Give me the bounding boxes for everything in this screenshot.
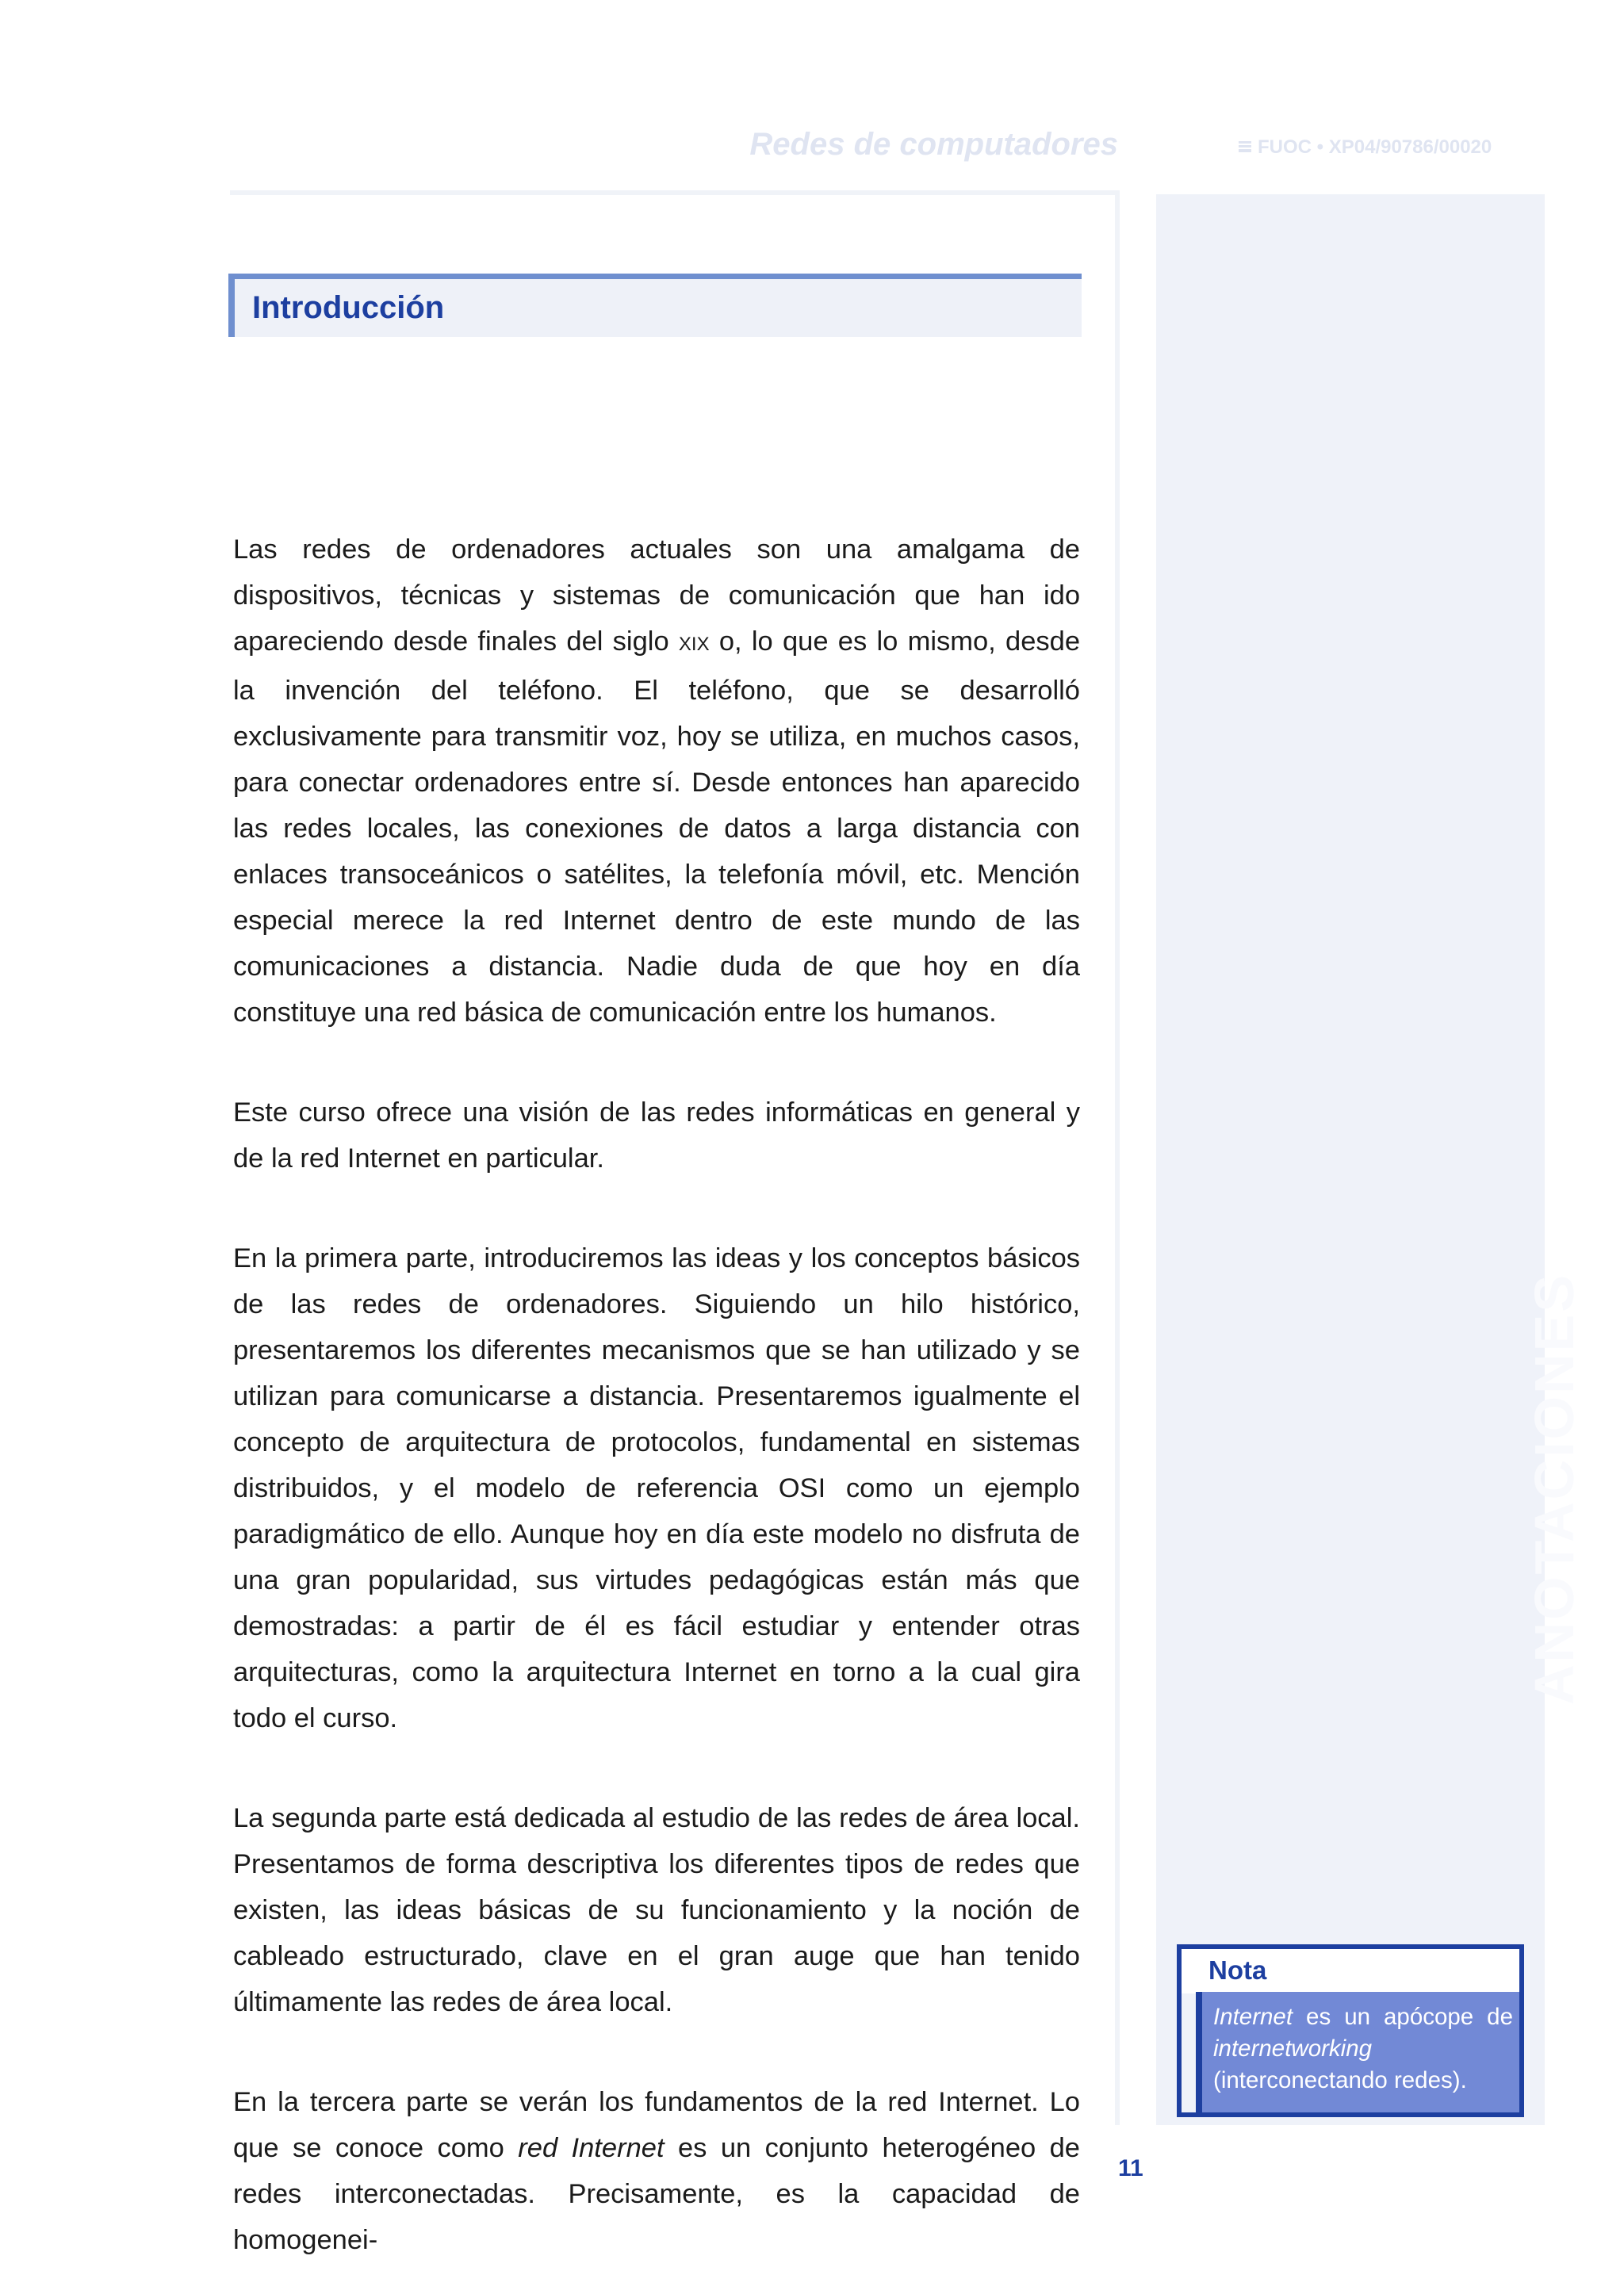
paragraph-4: La segunda parte está dedicada al estudio de las redes de área local. Presentamos de forma descriptiva los diferentes tipos de redes que existen, las ideas básicas de su funcionamiento y la noción de cableado estructurado, clave en el gran auge que han tenido últimamente las redes de área local. — [233, 1803, 1080, 2017]
running-header-reference — [1237, 136, 1554, 159]
main-text — [233, 527, 1080, 2263]
page-number: 11 — [1118, 2155, 1143, 2181]
running-header-title: Redes de computadores — [749, 127, 1118, 162]
paragraph-5: En la tercera parte se verán los fundamentos de la red Internet. Lo que se conoce como red Internet es un conjunto heterogéneo de redes interconectadas. Precisamente, es la capacidad de homogenei- — [233, 2087, 1080, 2255]
paragraph-2: Este curso ofrece una visión de las redes informáticas en general y de la red Internet en particular. — [233, 1097, 1080, 1174]
emphasis-red-internet: red Internet — [518, 2133, 665, 2163]
margin-sidebar — [1156, 194, 1545, 2125]
section-heading — [228, 274, 1082, 337]
document-reference: FUOC • XP04/90786/00020 — [1258, 136, 1492, 158]
anotaciones-watermark: ANOTACIONES — [1523, 1272, 1585, 1705]
section-title: Introducción — [252, 290, 445, 325]
column-divider — [1115, 190, 1120, 2125]
note-body: Internet es un apócope de internetworking (interconectando redes). — [1196, 1992, 1519, 2112]
top-rule — [230, 190, 1120, 195]
margin-note — [1177, 1944, 1524, 2117]
paragraph-1: Las redes de ordenadores actuales son una amalgama de dispositivos, técnicas y sistemas de comunicación que han ido apareciendo desde finales del siglo XIX o, lo que es lo mismo, desde la invención del teléfono. El teléfono, que se desarrolló exclusivamente para transmitir voz, hoy se utiliza, en muchos casos, para conectar ordenadores entre sí. Desde entonces han aparecido las redes locales, las conexiones de datos a larga distancia con enlaces transoceánicos o satélites, la telefonía móvil, etc. Mención especial merece la red Internet dentro de este mundo de las comunicaciones a distancia. Nadie duda de que hoy en día constituye una red básica de comunicación entre los humanos. — [233, 534, 1081, 1028]
paragraph-3: En la primera parte, introduciremos las ideas y los conceptos básicos de las redes de ordenadores. Siguiendo un hilo histórico, presentaremos los diferentes mecanismos que se han utilizado y se utilizan para comunicarse a distancia. Presentaremos igualmente el concepto de arquitectura de protocolos, fundamental en sistemas distribuidos, y el modelo de referencia OSI como un ejemplo paradigmático de ello. Aunque hoy en día este modelo no disfruta de una gran popularidad, sus virtudes pedagógicas están más que demostradas: a partir de él es fácil estudiar y entender otras arquitecturas, como la arquitectura Internet en torno a la cual gira todo el curso. — [233, 1243, 1080, 1733]
note-title: Nota — [1208, 1955, 1267, 1985]
century-numeral: XIX — [678, 634, 710, 655]
fuoc-logo-icon — [1237, 140, 1253, 154]
